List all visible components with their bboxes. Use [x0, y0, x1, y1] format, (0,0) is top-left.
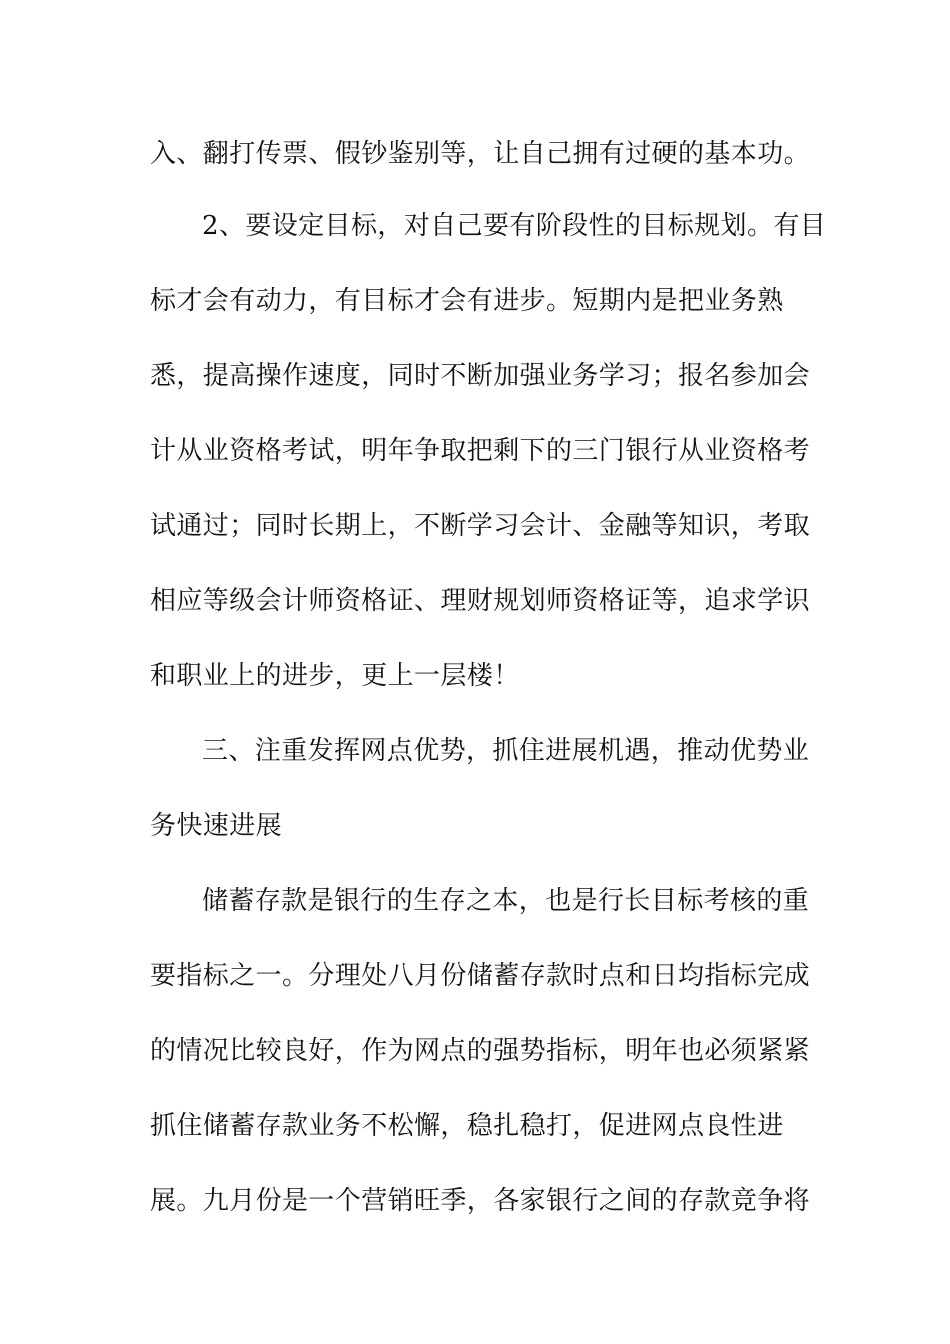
section-heading-line: 务快速进展: [150, 811, 283, 841]
text-line: 标才会有动力，有目标才会有进步。短期内是把业务熟: [150, 286, 784, 316]
text-line: 的情况比较良好，作为网点的强势指标，明年也必须紧紧: [150, 1036, 811, 1066]
text-line: 相应等级会计师资格证、理财规划师资格证等，追求学识: [150, 586, 811, 616]
section-heading-line: 三、注重发挥网点优势，抓住进展机遇，推动优势业: [202, 736, 810, 766]
text-line: 入、翻打传票、假钞鉴别等，让自己拥有过硬的基本功。: [150, 139, 811, 169]
text-line: 要指标之一。分理处八月份储蓄存款时点和日均指标完成: [150, 961, 811, 991]
text-line: 抓住储蓄存款业务不松懈，稳扎稳打，促进网点良性进: [150, 1111, 784, 1141]
text-line: 悉，提高操作速度，同时不断加强业务学习；报名参加会: [150, 361, 811, 391]
text-line: 和职业上的进步，更上一层楼！: [150, 661, 520, 691]
text-line: 展。九月份是一个营销旺季，各家银行之间的存款竞争将: [150, 1186, 811, 1216]
text-line: 计从业资格考试，明年争取把剩下的三门银行从业资格考: [150, 436, 811, 466]
text-line: 试通过；同时长期上，不断学习会计、金融等知识，考取: [150, 511, 811, 541]
paragraph-start-line: 储蓄存款是银行的生存之本，也是行长目标考核的重: [202, 886, 810, 916]
paragraph-start-line: 2、要设定目标，对自己要有阶段性的目标规划。有目: [202, 211, 827, 241]
